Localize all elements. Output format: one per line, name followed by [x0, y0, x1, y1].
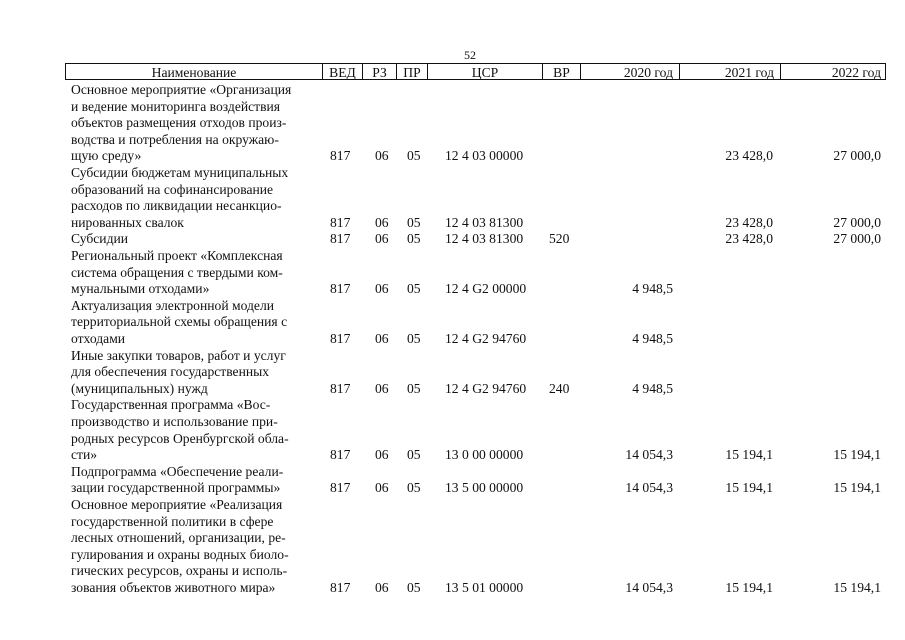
row-name-line: объектов размещения отходов произ-	[71, 115, 287, 131]
row-pr: 05	[407, 580, 421, 595]
row-name-line: Субсидии бюджетам муниципальных	[71, 165, 289, 180]
table-row	[0, 464, 905, 497]
header-ved: ВЕД	[323, 64, 363, 79]
row-name-line: образований на софинансирование	[71, 181, 274, 197]
row-csr: 13 5 00 00000	[445, 480, 524, 496]
row-2020: 14 054,3	[625, 580, 673, 595]
row-rz: 06	[375, 281, 389, 297]
row-name-line: щую среду»	[71, 148, 142, 164]
header-name: Наименование	[66, 64, 323, 79]
row-name-line: лесных отношений, организации, ре-	[71, 530, 286, 546]
row-rz: 06	[375, 380, 389, 396]
row-name	[71, 165, 321, 231]
header-2020: 2020 год	[581, 64, 680, 79]
row-name	[71, 298, 321, 348]
row-name-line: Государственная программа «Вос-	[71, 397, 271, 413]
row-2021: 15 194,1	[725, 447, 773, 463]
row-pr: 05	[407, 148, 421, 164]
row-ved: 817	[330, 447, 351, 463]
row-pr: 05	[407, 447, 421, 463]
row-rz: 06	[375, 580, 389, 595]
row-2022: 27 000,0	[833, 148, 881, 164]
header-2021: 2021 год	[680, 64, 781, 79]
row-2021: 23 428,0	[725, 231, 773, 247]
table-row	[0, 497, 905, 597]
row-name	[71, 497, 321, 597]
row-name	[71, 464, 321, 497]
row-name-line: Иные закупки товаров, работ и услуг	[71, 347, 286, 363]
row-2020: 4 948,5	[632, 380, 673, 396]
row-csr: 12 4 03 81300	[445, 231, 524, 247]
row-2020: 14 054,3	[625, 447, 673, 463]
row-name-line: и ведение мониторинга воздействия	[71, 98, 281, 114]
row-pr: 05	[407, 214, 421, 230]
table-row	[0, 348, 905, 398]
row-name-line: водства и потребления на окружаю-	[71, 131, 279, 147]
row-rz: 06	[375, 231, 389, 247]
table-row	[0, 82, 905, 165]
row-name-line: родных ресурсов Оренбургской обла-	[71, 430, 289, 446]
row-name-line: мунальными отходами»	[71, 281, 210, 297]
row-name-line: Основное мероприятие «Реализация	[71, 497, 283, 512]
row-csr: 12 4 03 81300	[445, 214, 524, 230]
row-csr: 13 5 01 00000	[445, 580, 524, 595]
row-2022: 15 194,1	[833, 480, 881, 496]
row-name-line: Региональный проект «Комплексная	[71, 248, 283, 263]
row-name	[71, 397, 321, 463]
row-2020: 14 054,3	[625, 480, 673, 496]
table-row	[0, 298, 905, 348]
row-rz: 06	[375, 214, 389, 230]
row-name-line: отходами	[71, 330, 126, 346]
row-rz: 06	[375, 447, 389, 463]
row-name-line: (муниципальных) нужд	[71, 380, 208, 396]
row-csr: 12 4 G2 94760	[445, 330, 527, 346]
row-name-line: Субсидии	[71, 231, 129, 247]
row-name-line: Подпрограмма «Обеспечение реали-	[71, 463, 284, 479]
row-pr: 05	[407, 231, 421, 247]
table-header	[65, 63, 886, 80]
row-name-line: Актуализация электронной модели	[71, 297, 275, 313]
row-name-line: гических ресурсов, охраны и исполь-	[71, 563, 288, 579]
table-row	[0, 248, 905, 298]
row-pr: 05	[407, 330, 421, 346]
row-name-line: для обеспечения государственных	[71, 364, 270, 380]
row-name-line: гулирования и охраны водных биоло-	[71, 546, 289, 562]
header-pr: ПР	[397, 64, 428, 79]
row-name-line: система обращения с твердыми ком-	[71, 264, 283, 280]
row-name	[71, 231, 321, 248]
page-number: 52	[464, 48, 476, 62]
row-2022: 27 000,0	[833, 214, 881, 230]
row-ved: 817	[330, 580, 351, 595]
row-csr: 12 4 03 00000	[445, 148, 524, 164]
row-pr: 05	[407, 380, 421, 396]
row-2021: 23 428,0	[725, 214, 773, 230]
row-ved: 817	[330, 330, 351, 346]
row-name-line: зования объектов животного мира»	[71, 579, 276, 595]
row-csr: 12 4 G2 94760	[445, 380, 527, 396]
row-2022: 15 194,1	[833, 447, 881, 463]
header-csr: ЦСР	[428, 64, 543, 79]
row-name-line: зации государственной программы»	[71, 480, 281, 496]
row-name-line: государственной политики в сфере	[71, 513, 274, 529]
row-2022: 27 000,0	[833, 231, 881, 247]
row-vr: 520	[549, 231, 570, 247]
header-rz: РЗ	[363, 64, 397, 79]
row-name-line: Основное мероприятие «Организация	[71, 82, 292, 97]
header-vr: ВР	[543, 64, 581, 79]
row-ved: 817	[330, 480, 351, 496]
row-rz: 06	[375, 148, 389, 164]
row-name-line: нированных свалок	[71, 214, 184, 230]
row-name-line: сти»	[71, 447, 98, 463]
row-name-line: территориальной схемы обращения с	[71, 314, 288, 330]
row-2021: 15 194,1	[725, 480, 773, 496]
row-pr: 05	[407, 480, 421, 496]
row-name	[71, 348, 321, 398]
row-2021: 23 428,0	[725, 148, 773, 164]
table-row	[0, 231, 905, 248]
row-ved: 817	[330, 380, 351, 396]
row-2020: 4 948,5	[632, 330, 673, 346]
row-name-line: производство и использование при-	[71, 413, 278, 429]
row-csr: 13 0 00 00000	[445, 447, 524, 463]
row-pr: 05	[407, 281, 421, 297]
row-ved: 817	[330, 281, 351, 297]
row-ved: 817	[330, 231, 351, 247]
row-csr: 12 4 G2 00000	[445, 281, 527, 297]
row-2020: 4 948,5	[632, 281, 673, 297]
row-rz: 06	[375, 330, 389, 346]
row-ved: 817	[330, 148, 351, 164]
row-vr: 240	[549, 380, 570, 396]
row-name	[71, 82, 321, 165]
row-2021: 15 194,1	[725, 580, 773, 595]
row-ved: 817	[330, 214, 351, 230]
row-name-line: расходов по ликвидации несанкцио-	[71, 198, 282, 214]
row-name	[71, 248, 321, 298]
row-rz: 06	[375, 480, 389, 496]
row-2022: 15 194,1	[833, 580, 881, 595]
header-2022: 2022 год	[831, 65, 881, 79]
table-row	[0, 165, 905, 231]
table-row	[0, 397, 905, 463]
